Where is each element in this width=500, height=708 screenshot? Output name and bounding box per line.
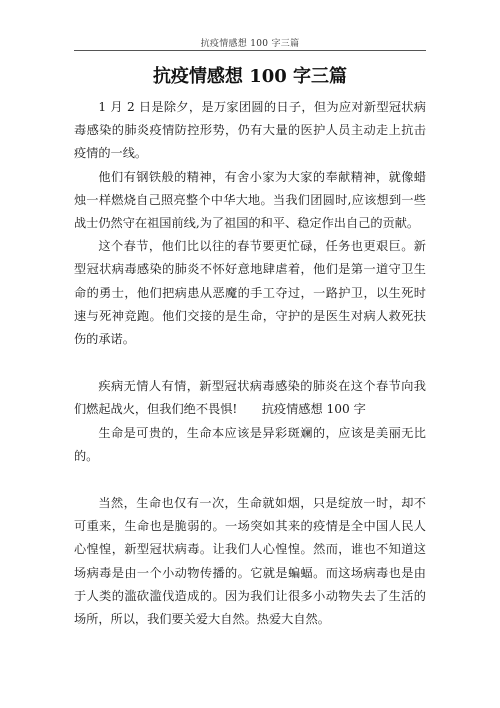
paragraph-6: 当然，生命也仅有一次，生命就如烟，只是绽放一时，却不可重来，生命也是脆弱的。一场突如其来的疫情是全中国人民人心惶惶，新型冠状病毒。让我们人心惶惶。然而，谁也不知道这场病毒是由一个小动物传播的。它就是蝙蝠。而这场病毒也是由于人类的滥砍滥伐造成的。因为我们让很多小动物失去了生活的场所，所以，我们要关爱大自然。热爱大自然。 [74,496,426,627]
paragraph-4: 疾病无情人有情，新型冠状病毒感染的肺炎在这个春节向我们燃起战火，但我们绝不畏惧! 抗疫情感想 100 字 [74,379,426,417]
header-divider [74,50,426,51]
paragraph-1: 1 月 2 日是除夕，是万家团圆的日子，但为应对新型冠状病毒感染的肺炎疫情防控形势，仍有大量的医护人员主动走上抗击疫情的一线。 [74,100,426,161]
running-header: 抗疫情感想 100 字三篇 [200,39,300,49]
document-title: 抗疫情感想 100 字三篇 [152,66,348,87]
paragraph-3: 这个春节，他们比以往的春节要更忙碌，任务也更艰巨。新型冠状病毒感染的肺炎不怀好意地肆虐着，他们是第一道守卫生命的勇士，他们把病患从恶魔的手工夺过，一路护卫，以生死时速与死神竞跑。他们交接的是生命，守护的是医生对病人救死扶伤的承诺。 [74,239,426,347]
paragraph-gap [74,468,426,492]
document-body [74,96,426,631]
paragraph-5: 生命是可贵的，生命本应该是异彩斑斓的，应该是美丽无比的。 [74,425,426,463]
paragraph-gap [74,351,426,375]
paragraph-2: 他们有钢铁般的精神，有舍小家为大家的奉献精神，就像蜡烛一样燃烧自己照亮整个中华大地。当我们团圆时,应该想到一些战士仍然守在祖国前线,为了祖国的和平、稳定作出自己的贡献。 [74,169,426,231]
